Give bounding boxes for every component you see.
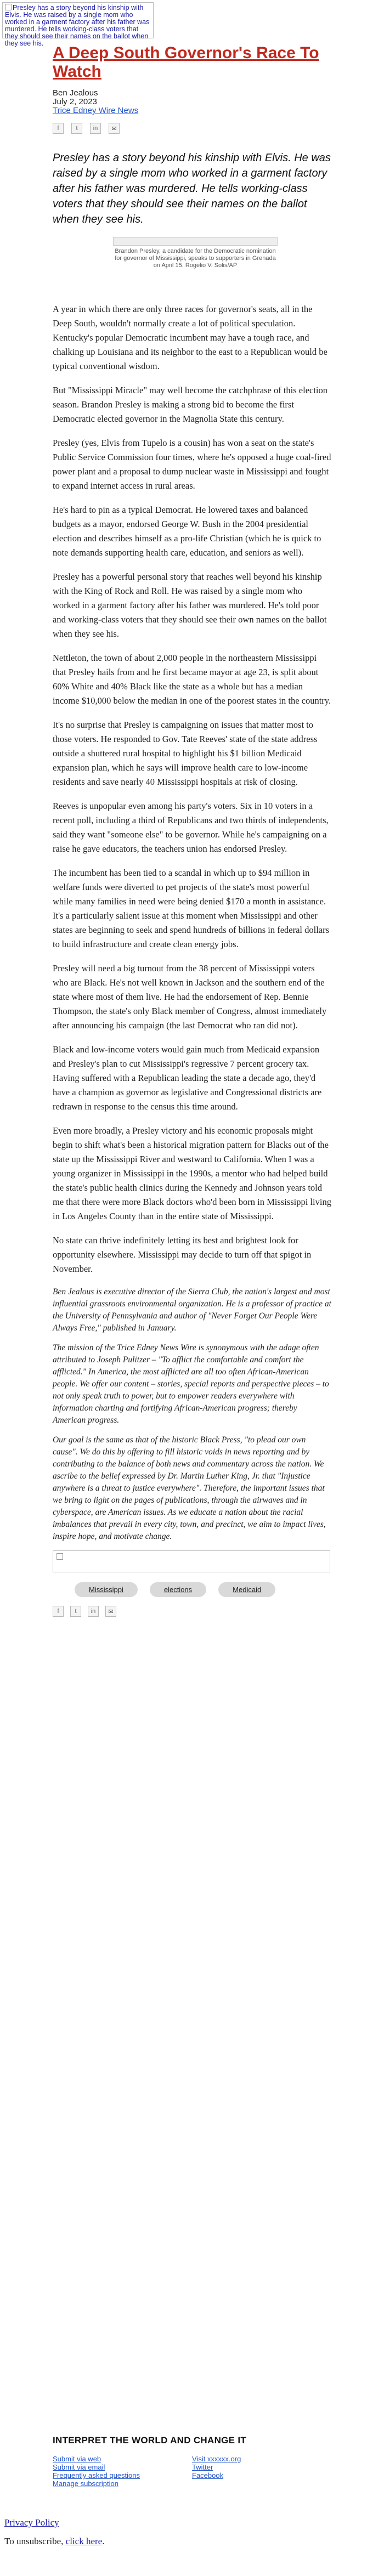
source-link[interactable]: Trice Edney Wire News [53,106,139,115]
submit-email-link[interactable]: Submit via email [53,2463,105,2471]
date: July 2, 2023 [53,97,97,106]
footer [0,2435,384,2488]
footer-links [53,2455,331,2488]
mission-statement: The mission of the Trice Edney News Wire is synonymous with the adage often attributed to Joseph Pulitzer – "To afflict the comfortable and comfort the afflicted." In America, the most afflicted are all too often African-American people. We offer our content – stories, special reports and perspective pieces – to not only speak truth to power, but to empower readers everywhere with information charting and fortifying African-American progress; thereby American progress. [53,1343,329,1425]
paragraph: Reeves is unpopular even among his party's voters. Six in 10 voters in a recent poll, including a third of Republicans and two thirds of independents, said they want "someone else" to be governor. While he's campaigning on a raise he gave educators, the teachers union has endorsed Presley. [53,801,329,854]
paragraph: Presley has a powerful personal story that reaches well beyond his kinship with the King of Rock and Roll. He was raised by a single mom who worked in a garment factory after his father was murdered. He's told poor and working-class voters that they should see their own names on the ballot when they see his. [53,571,327,639]
footer-col-social [192,2455,331,2488]
paragraph: Presley (yes, Elvis from Tupelo is a cousin) has won a seat on the state's Public Service Commission four times, where he's opposed a huge coal-fired power plant and a proposal to dump nuclear waste in Mississippi and fought to expand internet access in rural areas. [53,438,331,491]
footer-col-submit [53,2455,192,2488]
bottom-image [53,1550,330,1572]
article-deck: Presley has a story beyond his kinship with Elvis. He was raised by a single mom who worked in a garment factory after his father was murdered. He tells working-class voters that they should see their names on the ballot when they see his. [53,152,331,225]
header-image-alt [2,2,154,47]
paragraph: A year in which there are only three races for governor's seats, all in the Deep South, wouldn't normally create a lot of political speculation. Kentucky's popular Democratic incumbent may have a tough race, and chalking up Louisiana and its neighbor to the east to a Republican would be typical conventional wisdom. [53,304,327,371]
broken-image-icon [57,1553,63,1560]
article-figure [113,237,278,269]
author: Ben Jealous [53,88,98,98]
linkedin-share-icon[interactable]: in [90,123,101,134]
paragraph: It's no surprise that Presley is campaigning on issues that matter most to those voters. He responded to Gov. Tate Reeves' state of the state address outside a shuttered rural hospital to highlight his $1 billion Medicaid expansion plan, which he says will improve health care to low-income residents and save nearly 40 Mississippi hospitals at risk of closing. [53,720,318,787]
twitter-share-icon[interactable]: t [71,123,82,134]
paragraph: Black and low-income voters would gain much from Medicaid expansion and Presley's plan to cut Mississippi's regressive 7 percent grocery tax. Having suffered with a Republican leading the state a decade ago, they'd have a champion as governor as legislative and Congressional districts are redrawn in response to the census this time around. [53,1044,322,1112]
twitter-link[interactable]: Twitter [192,2463,213,2471]
faq-link[interactable]: Frequently asked questions [53,2471,140,2479]
manage-subscription-link[interactable]: Manage subscription [53,2479,118,2488]
paragraph: No state can thrive indefinitely letting its best and brightest look for opportunity elsewhere. Mississippi may decide to turn off that spigot in November. [53,1235,312,1274]
unsubscribe-link[interactable]: click here [65,2536,103,2546]
unsubscribe-line [4,2536,104,2547]
footer-heading: INTERPRET THE WORLD AND CHANGE IT [53,2435,247,2445]
tag-mississippi[interactable]: Mississippi [75,1582,138,1597]
tag-medicaid[interactable]: Medicaid [218,1582,275,1597]
share-row-bottom [53,1606,331,1617]
email-share-icon[interactable]: ✉ [105,1606,116,1617]
privacy-policy-link[interactable]: Privacy Policy [4,2517,59,2528]
broken-image-icon [5,4,12,10]
header-image-alt-text: Presley has a story beyond his kinship with Elvis. He was raised by a single mom who worked in a garment factory after his father was murdered. He tells working-class voters that they should see their names on the ballot when they see his. [5,4,150,47]
linkedin-share-icon[interactable]: in [88,1606,99,1617]
facebook-link[interactable]: Facebook [192,2471,224,2479]
paragraph: But "Mississippi Miracle" may well become the catchphrase of this election season. Brandon Presley is making a strong bid to become the first Democratic elected governor in the Magnolia State this century. [53,385,328,424]
submit-web-link[interactable]: Submit via web [53,2455,101,2463]
paragraph: The incumbent has been tied to a scandal in which up to $94 million in welfare funds were diverted to pet projects of the state's most powerful while many families in need were being denied $170 a month in assistance. It's a particularly salient issue at this moment when Mississippi and other states are beginning to seek and spend hundreds of billions in federal dollars to build infrastructure and create clean energy jobs. [53,868,330,949]
unsubscribe-prefix: To unsubscribe, [4,2536,66,2546]
paragraph: Even more broadly, a Presley victory and his economic proposals might begin to shift what's been a historical migration pattern for Blacks out of the state up the Mississippi River and westward to California. When I was a young organizer in Mississippi in the 1990s, a mentor who had helped build the state's public health clinics during the Kennedy and Johnson years told me that there were more Black doctors who'd been born in Mississippi living in Los Angeles County than in the entire state of Mississippi. [53,1125,331,1221]
facebook-share-icon[interactable]: f [53,1606,64,1617]
article-container [0,44,384,1617]
legal [4,2517,104,2547]
twitter-share-icon[interactable]: t [70,1606,81,1617]
tag-list [75,1582,331,1597]
paragraph: Nettleton, the town of about 2,000 people in the northeastern Mississippi that Presley hails from and he first became mayor at age 23, is split about 60% White and 40% Black like the state as a whole but has a median income $10,000 below the median in one of the poorest states in the country. [53,653,331,706]
unsubscribe-suffix: . [102,2536,105,2546]
email-share-icon[interactable]: ✉ [109,123,120,134]
tag-elections[interactable]: elections [150,1582,206,1597]
visit-site-link[interactable]: Visit xxxxxx.org [192,2455,241,2463]
goal-statement: Our goal is the same as that of the historic Black Press, "to plead our own cause". We do this by offering to fill historic voids in news reporting and by contributing to the balance of both news and commentary across the nation. We ascribe to the belief expressed by Dr. Martin Luther King, Jr. that "Injustice anywhere is a threat to justice everywhere". Therefore, the important issues that we bring to light on the pages of publications, through the airwaves and in cyberspace, are American issues. As we educate a nation about the racial imbalances that prevail in every city, town, and precinct, we aim to impact lives, inspire hope, and motivate change. [53,1435,326,1541]
photo-caption: Brandon Presley, a candidate for the Democratic nomination for governor of Mississippi, speaks to supporters in Grenada on April 15. Rogelio V. Solis/AP [115,248,276,269]
author-bio: Ben Jealous is executive director of the Sierra Club, the nation's largest and most influential grassroots environmental organization. He is a professor of practice at the University of Pennsylvania and author of "Never Forget Our People Were Always Free," published in January. [53,1287,331,1333]
facebook-share-icon[interactable]: f [53,123,64,134]
paragraph: He's hard to pin as a typical Democrat. He lowered taxes and balanced budgets as a mayor, endorsed George W. Bush in the 2004 presidential election and describes himself as a pro-life Christian (which he is quick to note demands supporting health care, education, and seniors as well). [53,505,321,558]
share-row-top [53,123,331,136]
byline [53,89,331,115]
paragraph: Presley will need a big turnout from the 38 percent of Mississippi voters who are Black. He's not well known in Jackson and the southern end of the state where most of them live. He had the endorsement of Rep. Bennie Thompson, the state's only Black member of Congress, almost immediately after announcing his campaign (the last Democrat who ran did not). [53,963,327,1031]
article-title[interactable]: A Deep South Governor's Race To Watch [53,44,319,81]
article-photo [113,237,278,246]
article-body [53,302,331,1543]
